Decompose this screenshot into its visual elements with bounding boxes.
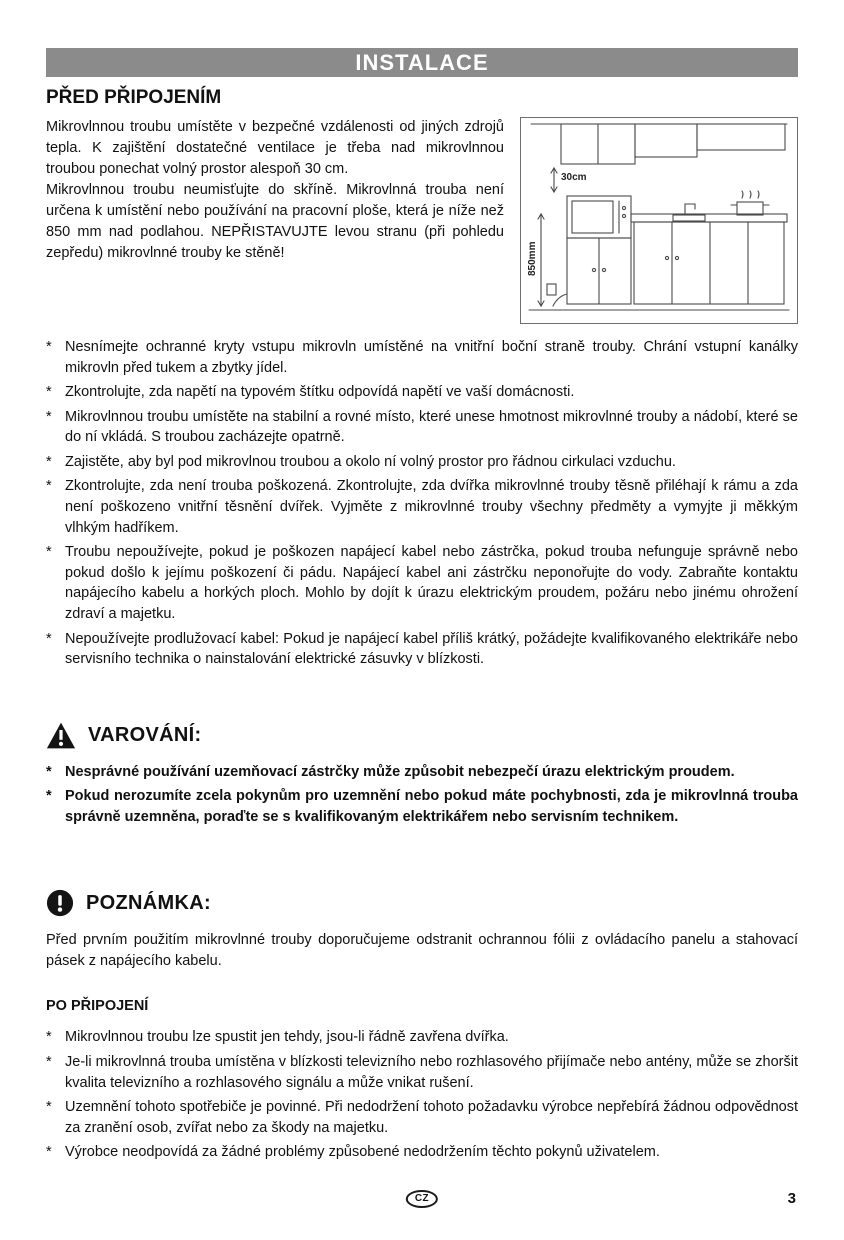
list-item-text: Zkontrolujte, zda napětí na typovém štítku odpovídá napětí ve vaší domácnosti. — [65, 384, 575, 401]
dimension-label-850mm: 850mm — [527, 241, 538, 276]
bullet-marker: * — [46, 384, 52, 401]
section-heading-after-connection: PO PŘIPOJENÍ — [46, 998, 149, 1015]
list-item-text: Nesnímejte ochranné kryty vstupu mikrovln umístěné na vnitřní boční straně trouby. Chrání vstupní kanálky mikrovln před tukem a zbytky jídel. — [65, 339, 798, 376]
intro-row — [46, 117, 798, 324]
page-number: 3 — [787, 1190, 796, 1207]
list-item-text: Pokud nerozumíte zcela pokynům pro uzemnění nebo pokud máte pochybnosti, zda je mikrovlnná trouba správně uzemněna, poraďte se s kvalifikovaným elektrikářem nebo servisním technikem. — [65, 788, 798, 825]
note-heading: POZNÁMKA: — [86, 891, 211, 914]
list-item — [46, 1052, 798, 1093]
bullet-marker: * — [46, 1099, 52, 1116]
list-item-text: Troubu nepoužívejte, pokud je poškozen napájecí kabel nebo zástrčka, pokud trouba nefunguje správně nebo pokud došlo k jejímu poškození či pádu. Napájecí kabel ani zástrčku neponořujte do vody. Zabraňte kontaktu napájecího kabelu a horkých ploch. Mohlo by dojít k úrazu elektrickým proudem, požáru nebo jinému ohrožení zdraví a majetku. — [65, 544, 798, 622]
list-item — [46, 476, 798, 538]
warning-header — [46, 722, 798, 749]
intro-paragraph-1: Mikrovlnnou troubu umístěte v bezpečné vzdálenosti od jiných zdrojů tepla. K zajištění dostatečné ventilace je třeba nad mikrovlnnou troubou ponechat volný prostor alespoň 30 cm. — [46, 119, 504, 178]
list-item — [46, 786, 798, 827]
warning-list — [46, 762, 798, 828]
dimension-label-30cm: 30cm — [561, 172, 587, 183]
list-item-text: Nesprávné používání uzemňovací zástrčky může způsobit nebezpečí úrazu elektrickým proudem. — [65, 763, 735, 780]
list-item-text: Je-li mikrovlnná trouba umístěna v blízkosti televizního nebo rozhlasového přijímače nebo antény, může se zhoršit kvalita televizního a rozhlasového signálu a může vnikat rušení. — [65, 1054, 798, 1091]
list-item — [46, 1142, 798, 1163]
before-connection-list — [46, 337, 798, 670]
page-header-title: INSTALACE — [46, 48, 798, 77]
intro-paragraphs — [46, 117, 504, 264]
list-item — [46, 762, 798, 783]
list-item-text: Uzemnění tohoto spotřebiče je povinné. Při nedodržení tohoto požadavku výrobce nepřebírá žádnou odpovědnost za zranění osob, zvířat nebo za škody na majetku. — [65, 1099, 798, 1136]
language-badge: CZ — [406, 1190, 438, 1208]
list-item-text: Zajistěte, aby byl pod mikrovlnou troubou a okolo ní volný prostor pro řádnou cirkulaci vzduchu. — [65, 453, 676, 470]
list-item — [46, 407, 798, 448]
list-item — [46, 542, 798, 624]
bullet-marker: * — [46, 478, 52, 495]
list-item-text: Mikrovlnnou troubu umístěte na stabilní a rovné místo, které unese hmotnost mikrovlnné trouby a nádobí, které se do ní vkládá. S troubou zacházejte opatrně. — [65, 408, 798, 446]
intro-paragraph-2: Mikrovlnnou troubu neumisťujte do skříně. Mikrovlnná trouba není určena k umístění nebo používání na pracovní ploše, která je níže než 850 mm nad podlahou. NEPŘISTAVUJTE levou stranu (při pohledu zepředu) mikrovlnné trouby ke stěně! — [46, 182, 504, 262]
bullet-marker: * — [46, 763, 52, 780]
bullet-marker: * — [46, 408, 52, 425]
bullet-marker: * — [46, 1054, 52, 1071]
list-item — [46, 1097, 798, 1138]
section-heading-before-connection: PŘED PŘIPOJENÍM — [46, 87, 222, 108]
bullet-marker: * — [46, 788, 52, 805]
list-item — [46, 337, 798, 378]
warning-triangle-icon — [46, 722, 76, 749]
kitchen-illustration — [521, 118, 797, 323]
list-item — [46, 452, 798, 473]
exclamation-circle-icon — [46, 889, 74, 917]
bullet-marker: * — [46, 453, 52, 470]
note-header — [46, 889, 798, 917]
warning-section — [46, 722, 798, 828]
bullet-marker: * — [46, 544, 52, 561]
list-item-text: Zkontrolujte, zda není trouba poškozená. Zkontrolujte, zda dvířka mikrovlnné trouby těsně přiléhají k rámu a zda není poškozeno vnitřní těsnění dvířek. Vyjměte z mikrovlnné trouby všechny předměty a vymyjte ji měkkým vlhkým hadříkem. — [65, 478, 798, 536]
list-item-text: Nepoužívejte prodlužovací kabel: Pokud je napájecí kabel příliš krátký, požádejte kvalifikovaného elektrikáře nebo servisního technika o nainstalování elektrické zásuvky v blízkosti. — [65, 630, 798, 668]
note-text: Před prvním použitím mikrovlnné trouby doporučujeme odstranit ochrannou fólii z ovládacího panelu a stahovací pásek z napájecího kabelu. — [46, 932, 798, 970]
note-section — [46, 889, 798, 1163]
list-item-text: Výrobce neodpovídá za žádné problémy způsobené nedodržením těchto pokynů uživatelem. — [65, 1144, 660, 1161]
bullet-marker: * — [46, 1144, 52, 1161]
list-item — [46, 1027, 798, 1048]
kitchen-illustration-frame — [520, 117, 798, 324]
list-item — [46, 382, 798, 403]
bullet-marker: * — [46, 630, 52, 647]
list-item-text: Mikrovlnnou troubu lze spustit jen tehdy, jsou-li řádně zavřena dvířka. — [65, 1029, 509, 1046]
list-item — [46, 629, 798, 670]
page-footer — [0, 1190, 844, 1210]
after-connection-list — [46, 1027, 798, 1162]
bullet-marker: * — [46, 1029, 52, 1046]
bullet-marker: * — [46, 339, 52, 355]
warning-heading: VAROVÁNÍ: — [88, 723, 202, 746]
